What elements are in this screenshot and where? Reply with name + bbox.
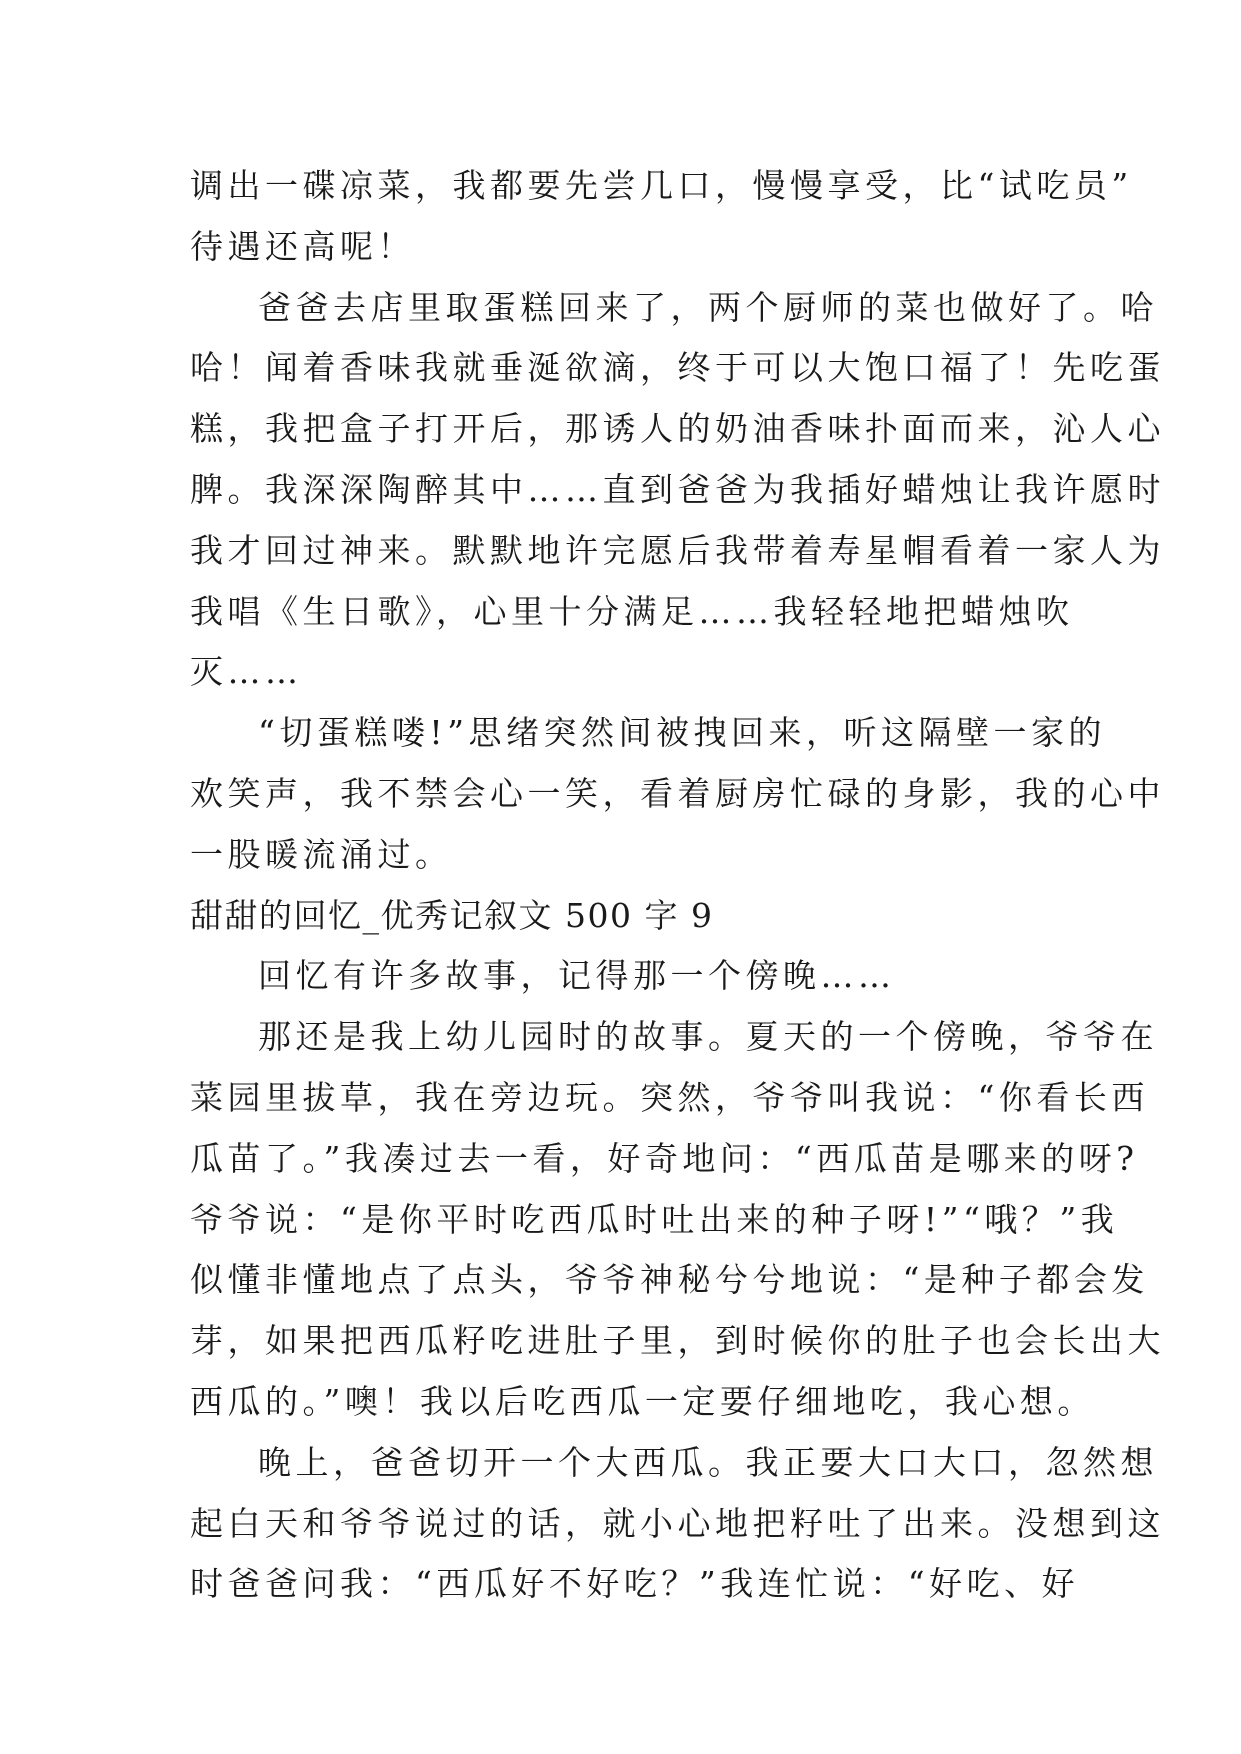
text-line: 那还是我上幼儿园时的故事。夏天的一个傍晚，爷爷在 bbox=[258, 1017, 1158, 1057]
text-line: 爸爸去店里取蛋糕回来了，两个厨师的菜也做好了。哈 bbox=[258, 287, 1158, 327]
text-line: 糕，我把盒子打开后，那诱人的奶油香味扑面而来，沁人心 bbox=[190, 409, 1165, 449]
paragraph-garden bbox=[190, 1007, 1165, 1433]
text-line: 我才回过神来。默默地许完愿后我带着寿星帽看着一家人为 bbox=[190, 530, 1165, 570]
text-line: 我唱《生日歌》，心里十分满足……我轻轻地把蜡烛吹 bbox=[190, 591, 1074, 631]
paragraph-cake bbox=[190, 278, 1165, 704]
text-line: 待遇还高呢！ bbox=[190, 226, 415, 266]
text-line: 瓜苗了。”我凑过去一看，好奇地问：“西瓜苗是哪来的呀? bbox=[190, 1138, 1139, 1178]
text-line: 菜园里拔草，我在旁边玩。突然，爷爷叫我说：“你看长西 bbox=[190, 1077, 1149, 1117]
text-line: 似懂非懂地点了点头，爷爷神秘兮兮地说：“是种子都会发 bbox=[190, 1260, 1149, 1300]
text-line: 晚上，爸爸切开一个大西瓜。我正要大口大口，忽然想 bbox=[258, 1442, 1158, 1482]
document-body bbox=[190, 156, 1165, 1615]
text-line: 哈！闻着香味我就垂涎欲滴，终于可以大饱口福了！先吃蛋 bbox=[190, 348, 1165, 388]
paragraph-evening bbox=[190, 1433, 1165, 1615]
text-line: 芽，如果把西瓜籽吃进肚子里，到时候你的肚子也会长出大 bbox=[190, 1321, 1165, 1361]
text-line: 西瓜的。”噢！我以后吃西瓜一定要仔细地吃，我心想。 bbox=[190, 1381, 1095, 1421]
text-line: 一股暖流涌过。 bbox=[190, 834, 453, 874]
text-line: 脾。我深深陶醉其中……直到爸爸为我插好蜡烛让我许愿时 bbox=[190, 469, 1165, 509]
text-line: 欢笑声，我不禁会心一笑，看着厨房忙碌的身影，我的心中 bbox=[190, 773, 1165, 813]
text-line: 灭…… bbox=[190, 652, 303, 692]
paragraph-continuation bbox=[190, 156, 1133, 278]
text-line: “切蛋糕喽!”思绪突然间被拽回来，听这隔壁一家的 bbox=[258, 713, 1107, 753]
essay-title: 甜甜的回忆_优秀记叙文 500 字 9 bbox=[190, 895, 714, 935]
text-line: 时爸爸问我：“西瓜好不好吃？”我连忙说：“好吃、好 bbox=[190, 1564, 1080, 1604]
text-line: 回忆有许多故事，记得那一个傍晚…… bbox=[258, 956, 896, 996]
paragraph-intro bbox=[190, 946, 1060, 1007]
text-line: 调出一碟凉菜，我都要先尝几口，慢慢享受，比“试吃员” bbox=[190, 166, 1133, 205]
text-line: 起白天和爷爷说过的话，就小心地把籽吐了出来。没想到这 bbox=[190, 1503, 1165, 1543]
text-line: 爷爷说：“是你平时吃西瓜时吐出来的种子呀!”“哦？”我 bbox=[190, 1199, 1119, 1239]
paragraph-return bbox=[190, 703, 1165, 885]
